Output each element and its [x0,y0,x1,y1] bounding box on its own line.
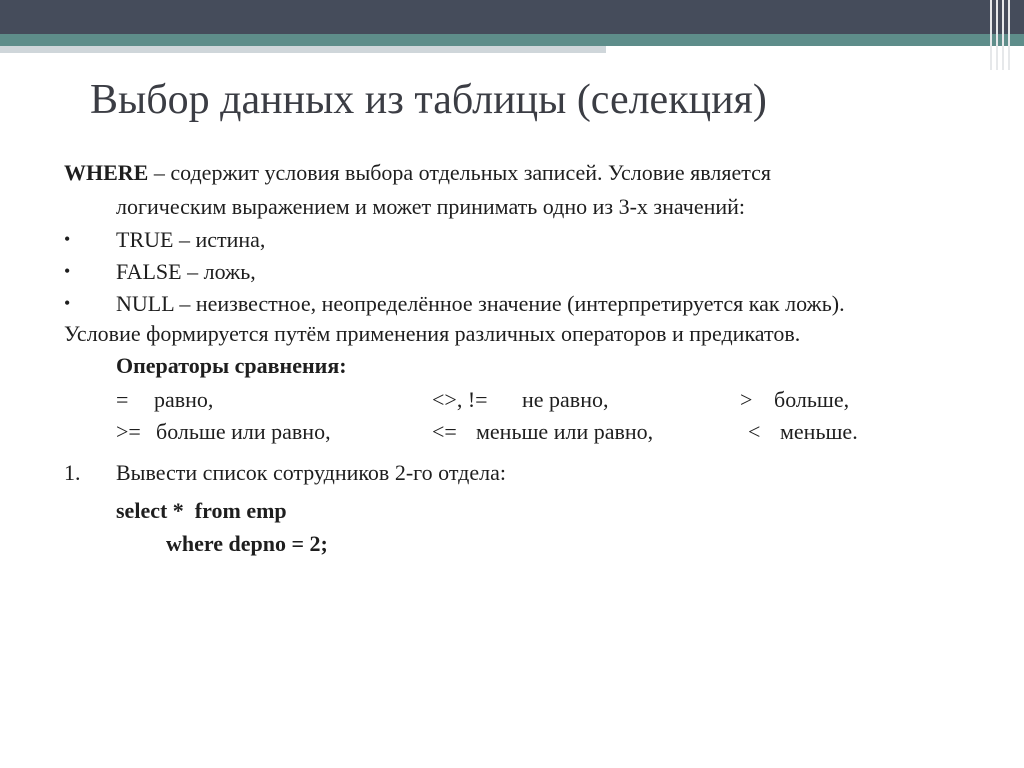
bullet-false: FALSE – ложь, [116,259,256,284]
operator-symbol-ne: <>, != [432,387,488,412]
operator-symbol-gt: > [740,387,753,412]
operators-heading: Операторы сравнения: [116,353,347,378]
operator-desc-ne: не равно, [522,387,609,412]
operator-symbol-le: <= [432,419,457,444]
bullet-marker: • [64,229,71,249]
operator-symbol-lt: < [748,419,761,444]
operator-desc-lt: меньше. [780,419,858,444]
header-band-dark [0,0,1024,34]
header-band-light [0,46,606,53]
slide-title: Выбор данных из таблицы (селекция) [90,77,767,123]
task-number: 1. [64,460,81,485]
sql-line-where: where depno = 2; [166,531,328,556]
operator-desc-le: меньше или равно, [476,419,654,444]
bullet-null: NULL – неизвестное, неопределённое значение (интерпретируется как ложь). [116,291,845,316]
where-description-continued: логическим выражением и может принимать одно из 3-х значений: [116,194,746,219]
corner-decoration [990,0,1014,70]
task-text: Вывести список сотрудников 2-го отдела: [116,460,506,485]
header-band-teal [0,34,1024,46]
bullet-marker: • [64,261,71,281]
condition-paragraph: Условие формируется путём применения различных операторов и предикатов. [64,321,801,346]
operator-desc-eq: равно, [154,387,214,412]
operator-desc-ge: больше или равно, [156,419,331,444]
operator-desc-gt: больше, [774,387,850,412]
where-paragraph [64,162,771,184]
sql-line-select: select * from emp [116,498,287,523]
operator-symbol-ge: >= [116,419,141,444]
operator-symbol-eq: = [116,387,129,412]
where-keyword: WHERE [64,160,149,185]
where-description: – содержит условия выбора отдельных записей. Условие является [148,160,771,185]
bullet-marker: • [64,293,71,313]
bullet-true: TRUE – истина, [116,227,266,252]
